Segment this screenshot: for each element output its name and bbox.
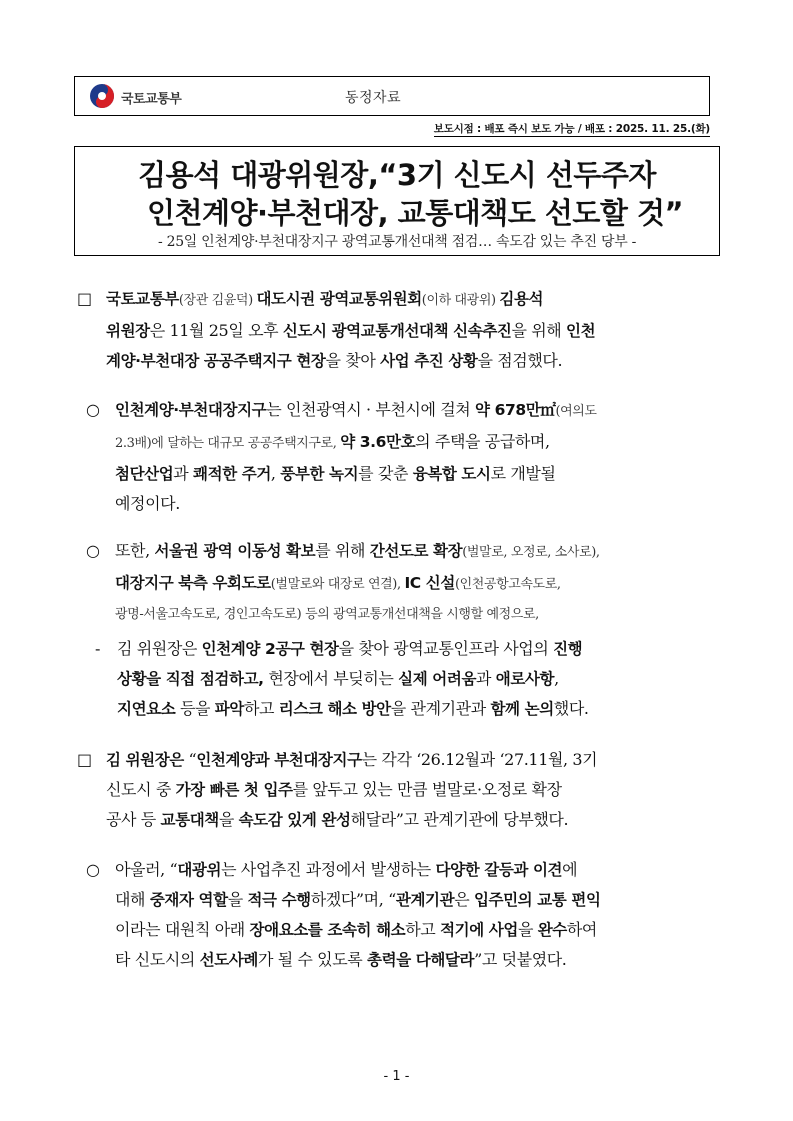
paragraph-line: 2.3배)에 달하는 대규모 공공주택지구로, 약 3.6만호의 주택을 공급하며,	[115, 432, 550, 451]
paragraph-line: 예정이다.	[115, 494, 180, 513]
paragraph-line: 김 위원장은 인천계양 2공구 현장을 찾아 광역교통인프라 사업의 진행	[117, 639, 583, 658]
release-info: 보도시점 : 배포 즉시 보도 가능 / 배포 : 2025. 11. 25.(화)	[433, 123, 710, 135]
paragraph-2	[115, 395, 725, 519]
paragraph-line: 대장지구 북측 우회도로(벌말로와 대장로 연결), IC 신설(인천공항고속도로,	[115, 574, 561, 592]
circle-bullet: ○	[86, 400, 100, 419]
paragraph-line: 상황을 직접 점검하고, 현장에서 부딪히는 실제 어려움과 애로사항,	[117, 669, 559, 688]
paragraph-line: 공사 등 교통대책을 속도감 있게 완성해달라”고 관계기관에 당부했다.	[106, 810, 569, 829]
paragraph-line: 또한, 서울권 광역 이동성 확보를 위해 간선도로 확장(벌말로, 오정로, 소사로),	[115, 541, 600, 560]
circle-bullet: ○	[86, 541, 100, 560]
paragraph-line: 국토교통부(장관 김윤덕) 대도시권 광역교통위원회(이하 대광위) 김용석	[106, 290, 544, 308]
paragraph-line: 김 위원장은 “인천계양과 부천대장지구는 각각 ‘26.12월과 ‘27.11월, 3기	[106, 750, 598, 769]
document-type: 동정자료	[345, 90, 402, 106]
paragraph-5	[106, 745, 726, 835]
paragraph-line: 인천계양·부천대장지구는 인천광역시 · 부천시에 걸쳐 약 678만㎡(여의도	[115, 400, 597, 419]
subheadline: - 25일 인천계양·부천대장지구 광역교통개선대책 점검… 속도감 있는 추진 당부 -	[158, 234, 636, 250]
paragraph-line: 이라는 대원칙 아래 장애요소를 조속히 해소하고 적기에 사업을 완수하여	[115, 920, 597, 939]
paragraph-line: 타 신도시의 선도사례가 될 수 있도록 총력을 다해달라”고 덧붙였다.	[115, 950, 567, 969]
paragraph-line: 신도시 중 가장 빠른 첫 입주를 앞두고 있는 만큼 벌말로·오정로 확장	[106, 780, 562, 799]
square-bullet: □	[77, 289, 93, 308]
dash-bullet: -	[95, 639, 101, 658]
paragraph-1	[106, 284, 726, 376]
square-bullet: □	[77, 750, 93, 769]
paragraph-line: 위원장은 11월 25일 오후 신도시 광역교통개선대책 신속추진을 위해 인천	[106, 321, 596, 340]
paragraph-line: 계양·부천대장 공공주택지구 현장을 찾아 사업 추진 상황을 점검했다.	[106, 351, 563, 370]
paragraph-3	[115, 536, 725, 630]
paragraph-4	[117, 634, 725, 724]
taegeuk-logo-icon	[89, 83, 115, 109]
paragraph-6	[115, 855, 725, 975]
headline-line-2: 인천계양·부천대장, 교통대책도 선도할 것”	[146, 196, 684, 230]
paragraph-line: 첨단산업과 쾌적한 주거, 풍부한 녹지를 갖춘 융복합 도시로 개발될	[115, 464, 556, 483]
ministry-name: 국토교통부	[121, 92, 182, 107]
headline-line-1: 김용석 대광위원장,“3기 신도시 선두주자	[138, 158, 656, 192]
page-number: - 1 -	[383, 1069, 410, 1084]
paragraph-line: 아울러, “대광위는 사업추진 과정에서 발생하는 다양한 갈등과 이견에	[115, 860, 578, 879]
header-box	[74, 76, 710, 116]
paragraph-line: 광명-서울고속도로, 경인고속도로) 등의 광역교통개선대책을 시행할 예정으로,	[115, 607, 539, 622]
circle-bullet: ○	[86, 860, 100, 879]
paragraph-line: 대해 중재자 역할을 적극 수행하겠다”며, “관계기관은 입주민의 교통 편익	[115, 890, 601, 909]
title-box	[74, 146, 720, 256]
paragraph-line: 지연요소 등을 파악하고 리스크 해소 방안을 관계기관과 함께 논의했다.	[117, 699, 589, 718]
